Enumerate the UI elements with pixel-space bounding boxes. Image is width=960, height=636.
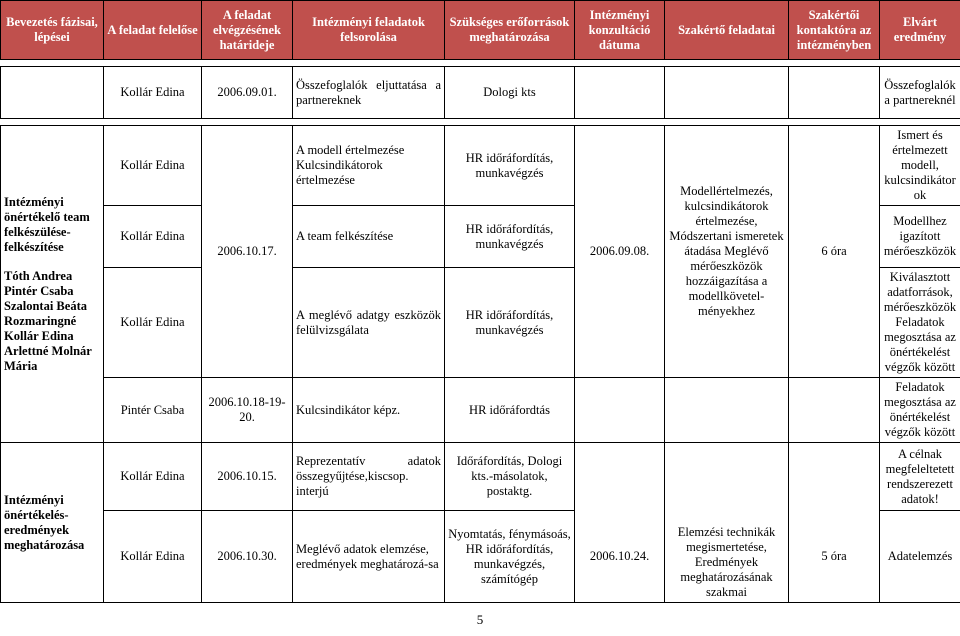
page-number: 5 — [476, 612, 484, 627]
resource-cell: Időráfordítás, Dologi kts.-másolatok, postaktg. — [445, 443, 575, 511]
result-cell: Kiválasztott adatforrások, mérőeszközök Feladatok megosztása az önértékelést végzők között — [880, 268, 960, 378]
table-row — [1, 126, 960, 206]
deadline-cell: 2006.10.15. — [202, 443, 293, 511]
team-members: Tóth Andrea Pintér Csaba Szalontai Beáta Rozmaringné Kollár Edina Arlettné Molnár Mária — [4, 268, 92, 373]
expert-task-cell: Modellértelmezés, kulcsindikátorok értelmezése, Módszertani ismeretek átadása Meglévő mérőeszközök hozzáigazítása a modellkövetel-ményekhez — [665, 126, 789, 378]
result-cell: Feladatok megosztása az önértékelést végzők között — [880, 378, 960, 443]
phase-cell — [1, 67, 104, 119]
result-cell: Összefoglalók a partnereknél — [880, 67, 960, 119]
task-cell: A modell értelmezése Kulcsindikátorok értelmezése — [293, 126, 445, 206]
task-cell: Meglévő adatok elemzése, eredmények meghatározá-sa — [293, 511, 445, 603]
expert-task-cell — [665, 378, 789, 443]
header-resources: Szükséges erőforrások meghatározása — [445, 1, 575, 60]
result-cell: Modellhez igazított mérőeszközök — [880, 206, 960, 268]
task-cell: Kulcsindikátor képz. — [293, 378, 445, 443]
contact-hours-cell: 6 óra — [789, 126, 880, 378]
phase-cell — [1, 126, 104, 443]
header-contact-hours: Szakértői kontaktóra az intézményben — [789, 1, 880, 60]
phase-label: Intézményi önértékelő team felkészülése-felkészítése — [4, 194, 90, 254]
responsible-cell: Kollár Edina — [104, 443, 202, 511]
table-row — [1, 67, 960, 119]
expert-task-cell: Elemzési technikák megismertetése, Eredmények meghatározásának szakmai — [665, 443, 789, 603]
responsible-cell: Kollár Edina — [104, 511, 202, 603]
result-cell: A célnak megfeleltetett rendszerezett adatok! — [880, 443, 960, 511]
responsible-cell: Kollár Edina — [104, 67, 202, 119]
phase-cell: Intézményi önértékelés-eredmények meghatározása — [1, 443, 104, 603]
header-consultation: Intézményi konzultáció dátuma — [575, 1, 665, 60]
contact-hours-cell: 5 óra — [789, 443, 880, 603]
task-cell: Reprezentatív adatok összegyűjtése,kiscsop. interjú — [293, 443, 445, 511]
header-expected-result: Elvárt eredmény — [880, 1, 960, 60]
expert-task-cell — [665, 67, 789, 119]
resource-cell: Nyomtatás, fénymásoás, HR időráfordítás, munkavégzés, számítógép — [445, 511, 575, 603]
resource-cell: HR időráfordtás — [445, 378, 575, 443]
contact-hours-cell — [789, 67, 880, 119]
header-expert-tasks: Szakértő feladatai — [665, 1, 789, 60]
table-row — [1, 378, 960, 443]
header-deadline: A feladat elvégzésének határideje — [202, 1, 293, 60]
resource-cell: HR időráfordítás, munkavégzés — [445, 206, 575, 268]
header-row — [1, 1, 960, 60]
result-cell: Ismert és értelmezett modell, kulcsindikátorok — [880, 126, 960, 206]
deadline-cell: 2006.09.01. — [202, 67, 293, 119]
responsible-cell: Kollár Edina — [104, 126, 202, 206]
resource-cell: HR időráfordítás, munkavégzés — [445, 268, 575, 378]
responsible-cell: Kollár Edina — [104, 206, 202, 268]
task-cell: A team felkészítése — [293, 206, 445, 268]
resource-cell: HR időráfordítás, munkavégzés — [445, 126, 575, 206]
result-cell: Adatelemzés — [880, 511, 960, 603]
consultation-cell — [575, 378, 665, 443]
table-row — [1, 443, 960, 511]
resource-cell: Dologi kts — [445, 67, 575, 119]
header-tasks: Intézményi feladatok felsorolása — [293, 1, 445, 60]
header-responsible: A feladat felelőse — [104, 1, 202, 60]
task-cell: Összefoglalók eljuttatása a partnereknek — [293, 67, 445, 119]
responsible-cell: Kollár Edina — [104, 268, 202, 378]
header-phase: Bevezetés fázisai, lépései — [1, 1, 104, 60]
task-cell: A meglévő adatgy eszközök felülvizsgálata — [293, 268, 445, 378]
deadline-cell: 2006.10.18-19-20. — [202, 378, 293, 443]
contact-hours-cell — [789, 378, 880, 443]
deadline-cell: 2006.10.17. — [202, 126, 293, 378]
responsible-cell: Pintér Csaba — [104, 378, 202, 443]
consultation-cell — [575, 67, 665, 119]
deadline-cell: 2006.10.30. — [202, 511, 293, 603]
consultation-cell: 2006.09.08. — [575, 126, 665, 378]
consultation-cell: 2006.10.24. — [575, 443, 665, 603]
